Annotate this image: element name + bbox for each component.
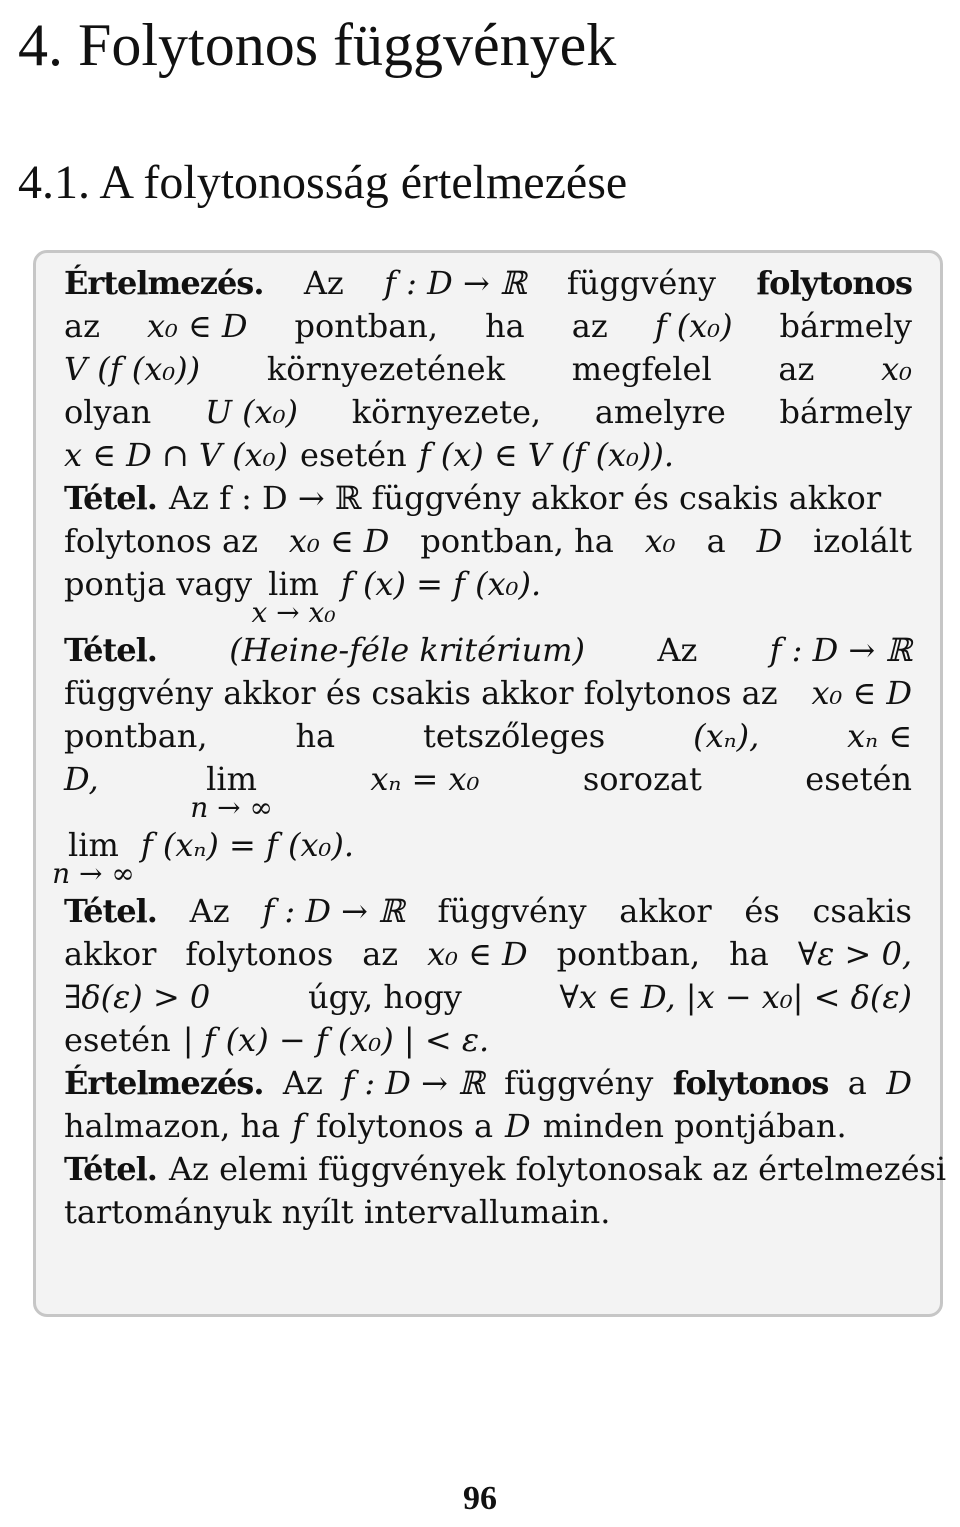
- lim-subscript: n → ∞: [52, 857, 135, 890]
- math-equation: f (xₙ) = f (x₀).: [140, 826, 354, 864]
- text: Az f : D → ℝ függvény akkor és csakis akkor: [168, 479, 882, 517]
- math-x0-in-d: x₀ ∈ D: [427, 935, 528, 973]
- text: pontban,: [556, 935, 701, 973]
- lim-subscript: n → ∞: [190, 791, 273, 824]
- math-u-neighborhood: U (x₀): [205, 393, 298, 431]
- text: az: [571, 307, 608, 345]
- math-xn-eq: xₙ = x₀: [370, 760, 480, 798]
- text: esetén: [805, 760, 912, 798]
- math-d: D,: [64, 760, 99, 798]
- math-equation: f (x) = f (x₀).: [340, 565, 542, 603]
- thm4-line-2: [64, 1191, 912, 1234]
- text: sorozat: [582, 760, 702, 798]
- math-d: D: [756, 522, 783, 560]
- thm3-line-2: [64, 933, 912, 976]
- def1-line-4: [64, 391, 912, 434]
- math-exists-delta: ∃δ(ε) > 0: [64, 978, 211, 1016]
- text: az: [64, 307, 100, 345]
- def2-line-1: [64, 1062, 912, 1105]
- lim-subscript: x → x₀: [251, 596, 336, 629]
- text: tartományuk nyílt intervallumain.: [64, 1193, 611, 1231]
- math-forall-epsilon: ∀ε > 0,: [797, 935, 912, 973]
- box-content: [52, 262, 947, 1234]
- thm2-line-1: [64, 629, 912, 672]
- math-x0-in-d: x₀ ∈ D: [811, 674, 912, 712]
- text: bármely: [779, 393, 912, 431]
- text: akkor: [64, 935, 157, 973]
- math-x0: x₀: [881, 350, 912, 388]
- thm2-line-4: [64, 758, 912, 824]
- lim-text: lim: [268, 565, 319, 603]
- math-f-map: f : D → ℝ: [769, 631, 912, 669]
- text: környezetének: [266, 350, 505, 388]
- def1-line-3: [64, 348, 912, 391]
- text: megfelel: [571, 350, 712, 388]
- thm2-line-3: [64, 715, 912, 758]
- lim-text: lim: [68, 826, 119, 864]
- text: pontban,: [294, 307, 439, 345]
- def1-line-1: [64, 262, 912, 305]
- text: függvény: [504, 1064, 654, 1102]
- math-sequence: (xₙ),: [693, 717, 760, 755]
- text: Az: [303, 264, 344, 302]
- page-number: 96: [463, 1480, 497, 1517]
- text: ha: [729, 935, 769, 973]
- theorem-label: Tétel.: [64, 631, 157, 669]
- math-f-x0: f (x₀): [654, 307, 733, 345]
- math-f-map: f : D → ℝ: [262, 892, 405, 930]
- math-d: D: [886, 1064, 912, 1102]
- def1-line-5: [64, 434, 912, 477]
- text: Az: [189, 892, 230, 930]
- math-inequality: | f (x) − f (x₀) | < ε.: [182, 1021, 490, 1059]
- thm3-line-1: [64, 890, 912, 933]
- text: az: [778, 350, 815, 388]
- math-v-neighborhood: V (f (x₀)): [64, 350, 201, 388]
- text: pontja vagy: [64, 565, 253, 603]
- text: ha: [485, 307, 525, 345]
- text: Az: [657, 631, 698, 669]
- text: csakis: [812, 892, 912, 930]
- heine-criterion: (Heine-féle kritérium): [229, 631, 585, 669]
- math-condition: x ∈ D ∩ V (x₀): [64, 436, 289, 474]
- thm2-line-5: [52, 824, 912, 890]
- chapter-title: 4. Folytonos függvények: [18, 12, 617, 78]
- text: akkor: [619, 892, 712, 930]
- limit-operator: [190, 758, 273, 824]
- text: folytonos az: [64, 522, 258, 560]
- text: pontban,: [64, 717, 208, 755]
- thm4-line-1: [64, 1148, 947, 1191]
- thm1-line-2: [64, 520, 912, 563]
- math-delta-condition: ∀x ∈ D, |x − x₀| < δ(ε): [559, 978, 912, 1016]
- text: izolált: [813, 522, 912, 560]
- text: esetén: [64, 1021, 171, 1059]
- thm1-line-3: [64, 563, 912, 629]
- text: függvény: [566, 264, 716, 302]
- text: esetén: [300, 436, 407, 474]
- thm2-line-2: [64, 672, 912, 715]
- theorem-label: Tétel.: [64, 479, 157, 517]
- text: pontban, ha: [420, 522, 614, 560]
- definition-label: Értelmezés.: [64, 1064, 264, 1102]
- math-x0-in-d: x₀ ∈ D: [146, 307, 248, 345]
- text: függvény akkor és csakis akkor folytonos az: [64, 674, 778, 712]
- definition-label: Értelmezés.: [64, 264, 264, 302]
- text: olyan: [64, 393, 152, 431]
- math-conclusion: f (x) ∈ V (f (x₀)).: [418, 436, 675, 474]
- text: tetszőleges: [423, 717, 606, 755]
- text: Az: [282, 1064, 323, 1102]
- lim-text: lim: [206, 760, 257, 798]
- math-xn-in: xₙ ∈: [847, 717, 912, 755]
- text: és: [744, 892, 780, 930]
- math-f-map: f : D → ℝ: [384, 264, 527, 302]
- limit-operator: [251, 563, 336, 629]
- text: az: [362, 935, 399, 973]
- thm3-line-3: [64, 976, 912, 1019]
- math-d: D: [505, 1107, 531, 1145]
- theorem-label: Tétel.: [64, 1150, 157, 1188]
- text: úgy, hogy: [308, 978, 462, 1016]
- thm3-line-4: [64, 1019, 912, 1062]
- thm1-line-1: [64, 477, 912, 520]
- term-folytonos: folytonos: [672, 1064, 829, 1102]
- def1-line-2: [64, 305, 912, 348]
- def2-line-2: [64, 1105, 912, 1148]
- section-title: 4.1. A folytonosság értelmezése: [18, 156, 628, 209]
- math-x0-in-d: x₀ ∈ D: [288, 522, 390, 560]
- theorem-label: Tétel.: [64, 892, 157, 930]
- text: folytonos a: [315, 1107, 494, 1145]
- math-f: f: [292, 1107, 304, 1145]
- text: minden pontjában.: [542, 1107, 847, 1145]
- limit-operator: [52, 824, 135, 890]
- math-f-map: f : D → ℝ: [342, 1064, 485, 1102]
- text: folytonos: [185, 935, 334, 973]
- text: amelyre: [594, 393, 726, 431]
- text: a: [706, 522, 726, 560]
- term-folytonos: folytonos: [756, 264, 912, 302]
- text: ha: [295, 717, 336, 755]
- text: Az elemi függvények folytonosak az értelmezési: [168, 1150, 947, 1188]
- text: bármely: [779, 307, 912, 345]
- text: környezete,: [351, 393, 542, 431]
- text: halmazon, ha: [64, 1107, 281, 1145]
- text: függvény: [437, 892, 587, 930]
- math-x0: x₀: [644, 522, 676, 560]
- text: a: [847, 1064, 867, 1102]
